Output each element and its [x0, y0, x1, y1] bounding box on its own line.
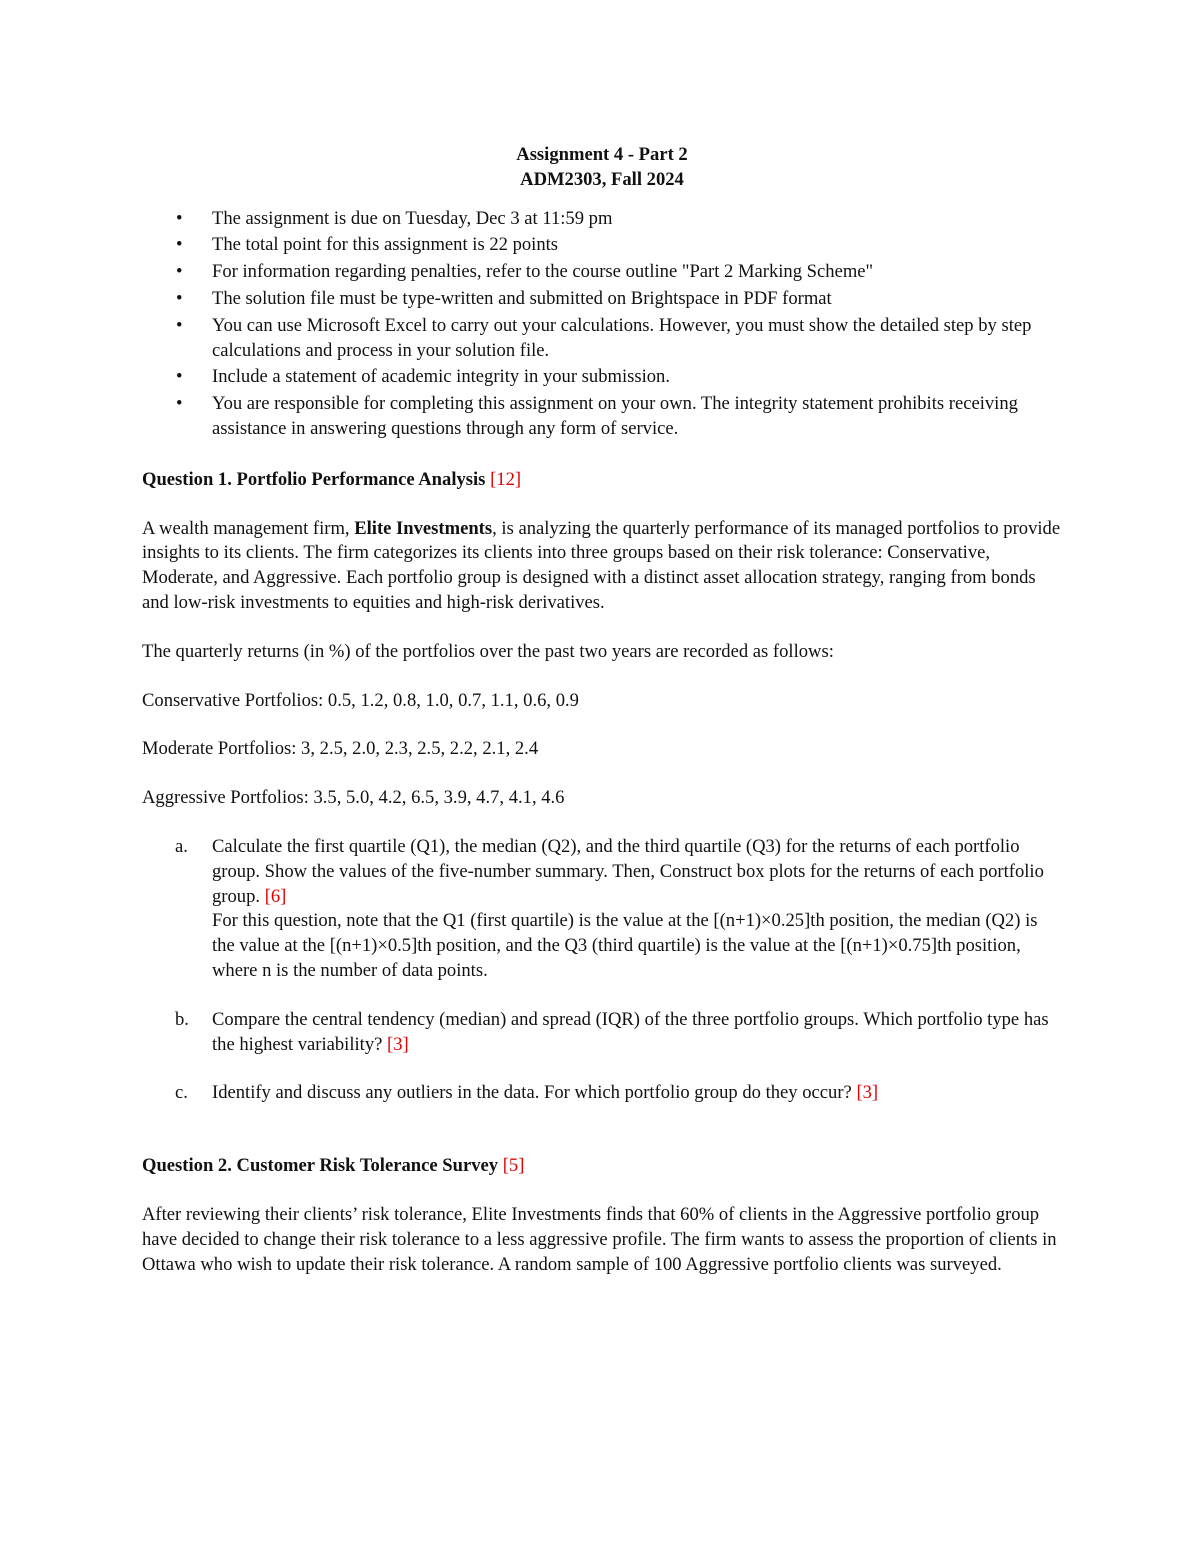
list-item: • The total point for this assignment is 22 points: [142, 233, 1062, 258]
question-1-intro: A wealth management firm, Elite Investments, is analyzing the quarterly performance of its managed portfolios to provide insights to its clients. The firm categorizes its clients into three groups based on their risk tolerance: Conservative, Moderate, and Aggressive. Each portfolio group is designed with a distinct asset allocation strategy, ranging from bonds and low-risk investments to equities and high-risk derivatives.: [142, 517, 1061, 613]
list-item: • Include a statement of academic integrity in your submission.: [142, 365, 1062, 390]
list-item: • The solution file must be type-written and submitted on Brightspace in PDF format: [142, 287, 1062, 312]
bullet-icon: •: [176, 366, 183, 388]
returns-intro: The quarterly returns (in %) of the portfolios over the past two years are recorded as follows:: [142, 640, 834, 662]
points-badge: [5]: [502, 1155, 525, 1177]
moderate-returns: Moderate Portfolios: 3, 2.5, 2.0, 2.3, 2.5, 2.2, 2.1, 2.4: [142, 738, 539, 760]
conservative-returns: Conservative Portfolios: 0.5, 1.2, 0.8, 1.0, 0.7, 1.1, 0.6, 0.9: [142, 689, 579, 711]
bullet-icon: •: [176, 261, 183, 283]
question-1-parts: [142, 835, 1062, 1106]
part-letter: a.: [175, 835, 188, 857]
bullet-icon: •: [176, 234, 183, 256]
part-letter: c.: [175, 1082, 188, 1104]
quartile-note: For this question, note that the Q1 (first quartile) is the value at the [(n+1)×0.25]th position, the median (Q2) is the value at the [(n+1)×0.5]th position, and the Q3 (third quartile) is the value at the [(n+1)×0.75]th position, where n is the number of data points.: [212, 910, 1038, 981]
points-badge: [3]: [856, 1082, 879, 1104]
course-line: ADM2303, Fall 2024: [520, 168, 684, 190]
list-item: • You are responsible for completing this assignment on your own. The integrity statement prohibits receiving assistance in answering questions through any form of service.: [176, 393, 1018, 439]
bullet-icon: •: [176, 287, 183, 309]
document-page: [142, 143, 1062, 1277]
list-item: • For information regarding penalties, refer to the course outline "Part 2 Marking Scheme": [142, 260, 1062, 285]
list-item: • You can use Microsoft Excel to carry out your calculations. However, you must show the detailed step by step calculations and process in your solution file.: [176, 314, 1032, 361]
part-c: c. Identify and discuss any outliers in the data. For which portfolio group do they occur? [3]: [142, 1081, 1062, 1106]
firm-name: Elite Investments: [354, 517, 493, 539]
question-1-heading: Question 1. Portfolio Performance Analysis [12]: [142, 468, 522, 490]
requirements-list: [142, 207, 1062, 442]
bullet-icon: •: [176, 314, 183, 336]
points-badge: [3]: [387, 1033, 409, 1055]
question-2-text: After reviewing their clients’ risk tolerance, Elite Investments finds that 60% of clients in the Aggressive portfolio group have decided to change their risk tolerance to a less aggressive profile. The firm wants to assess the proportion of clients in Ottawa who wish to update their risk tolerance. A random sample of 100 Aggressive portfolio clients was surveyed.: [142, 1203, 1057, 1275]
list-item: • The assignment is due on Tuesday, Dec 3 at 11:59 pm: [142, 207, 1062, 232]
part-letter: b.: [175, 1008, 189, 1030]
points-badge: [12]: [490, 468, 522, 490]
part-b: b. Compare the central tendency (median) and spread (IQR) of the three portfolio groups. Which portfolio type has the highest variability? [3]: [175, 1008, 1049, 1055]
aggressive-returns: Aggressive Portfolios: 3.5, 5.0, 4.2, 6.5, 3.9, 4.7, 4.1, 4.6: [142, 787, 565, 809]
bullet-icon: •: [176, 207, 183, 229]
points-badge: [6]: [264, 885, 287, 907]
part-a: a. Calculate the first quartile (Q1), the median (Q2), and the third quartile (Q3) for the returns of each portfolio group. Show the values of the five-number summary. Then, Construct box plots for the returns of each portfolio group. [6] For this question, note that the Q1 (first quartile) is the value at the [(n+1)×0.25]th position, the median (Q2) is the value at the [(n+1)×0.5]th position, and the Q3 (third quartile) is the value at the [(n+1)×0.75]th position, where n is the number of data points.: [142, 835, 1062, 984]
assignment-title: Assignment 4 - Part 2: [516, 144, 688, 165]
bullet-icon: •: [176, 393, 183, 415]
question-2-heading: Question 2. Customer Risk Tolerance Survey [5]: [142, 1155, 525, 1177]
